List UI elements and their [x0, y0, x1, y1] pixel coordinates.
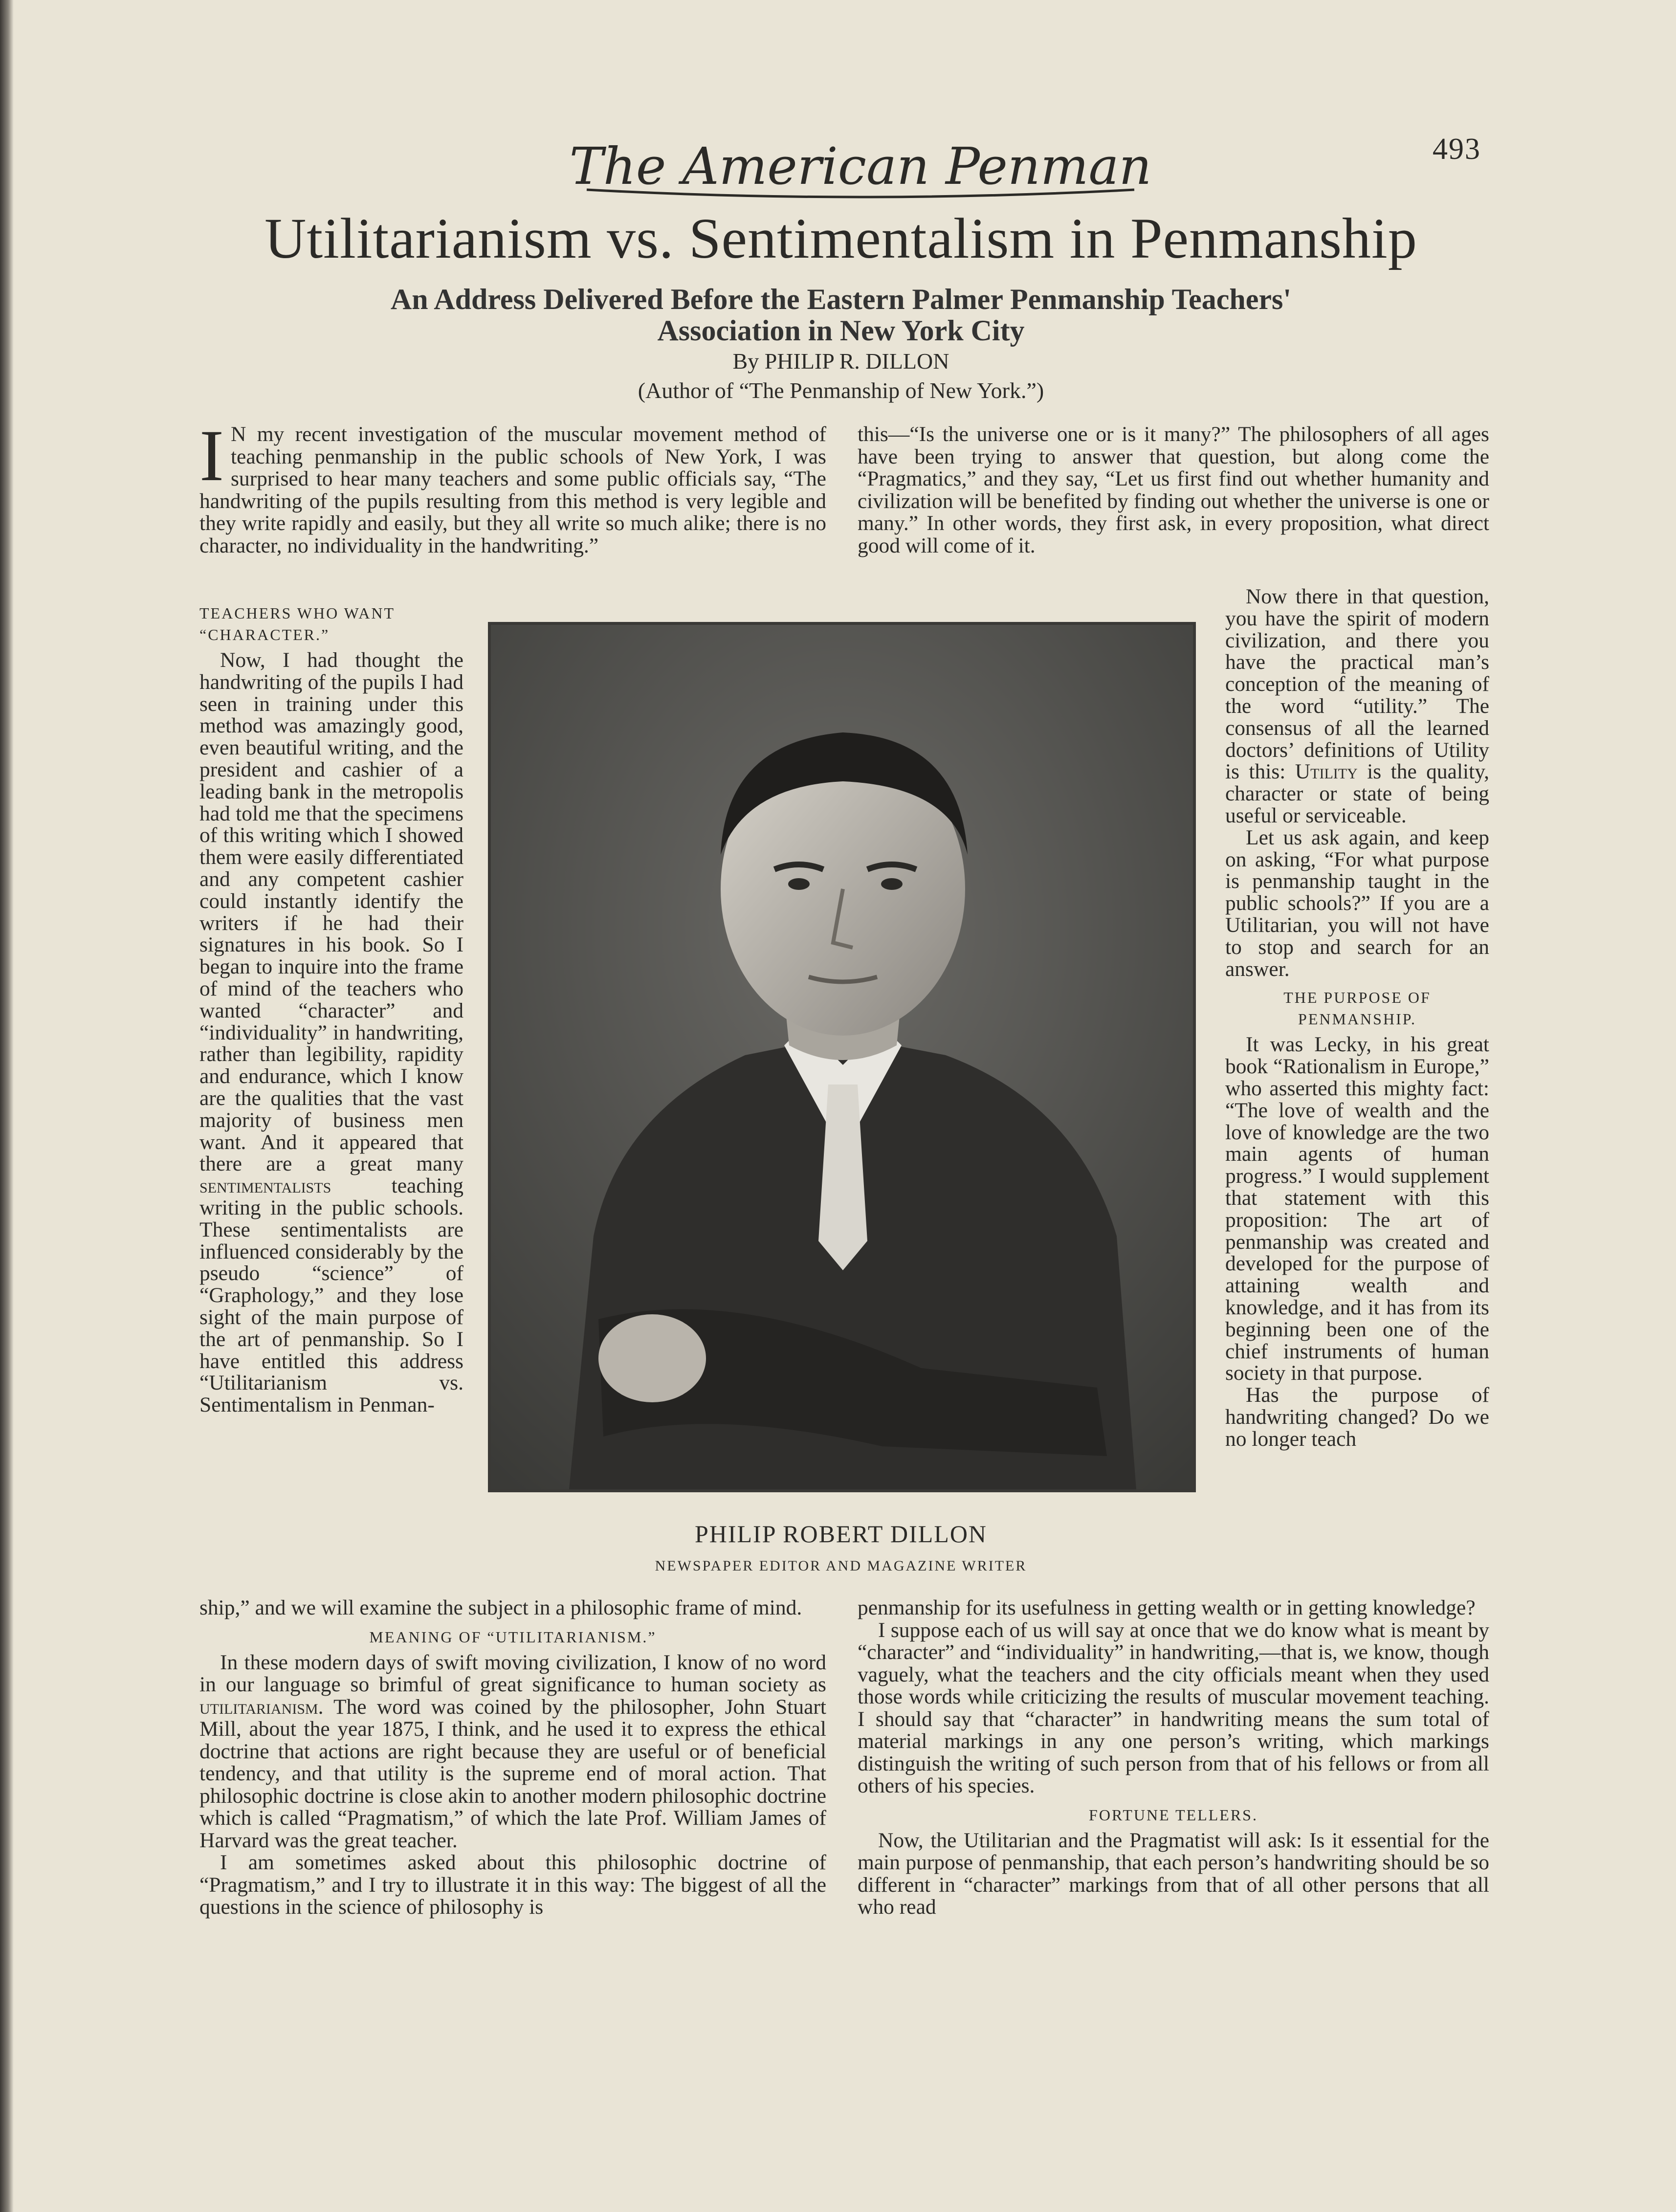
continued-paragraph: ship,” and we will examine the subject in a philosophic frame of mind. — [199, 1596, 802, 1619]
byline: By PHILIP R. DILLON — [732, 349, 949, 374]
text-run: In these modern days of swift moving civilization, I know of no word in our language so brimful of great significance to human society as — [199, 1650, 826, 1696]
right-column-bottom — [858, 1597, 1489, 1919]
portrait-photo — [488, 622, 1196, 1492]
page-binding-edge — [0, 0, 14, 2212]
left-column-bottom — [199, 1597, 826, 1919]
text-run: Now, I had thought the handwriting of the pupils I had seen in training under this method was amazingly good, even beautiful writing, and the president and cashier of a leading bank in the metropolis had told me that the specimens of this writing which I showed them were easily differentiated and any competent cashier could instantly identify the writers if he had their signatures in his book. So I began to inquire into the frame of mind of the teachers who wanted “character” and “individuality” in handwriting, rather than legibility, rapidity and endurance, which I know are the qualities that the vast majority of business men want. And it appeared that there are a great many — [199, 648, 463, 1176]
text-run: The word was coined by the philosopher, John Stuart Mill, about the year 1875, I think, and he used it to express the ethical doctrine that actions are right because they are useful or of beneficial tendency, and that utility is the supreme end of moral action. That philosophic doctrine is close akin to another modern philosophic doctrine which is called “Pragmatism,” of which the late Prof. William James of Harvard was the great teacher. — [199, 1695, 827, 1852]
continued-paragraph: this—“Is the universe one or is it many?” The philosophers of all ages have been trying to answer that question, but along come the “Pragmatics,” and they say, “Let us first find out whether humanity and civilization will be benefited by finding out whether the universe is one or many.” In other words, they first ask, in every proposition, what direct good will come of it. — [858, 422, 1489, 557]
paragraph — [1225, 586, 1489, 827]
left-narrow-column — [199, 596, 463, 1416]
article-title: Utilitarianism vs. Sentimentalism in Penmanship — [265, 206, 1417, 270]
paragraph: Now, the Utilitarian and the Pragmatist will ask: Is it essential for the main purpose of penmanship, that each person’s handwriting should be so different in “character” markings from that of all other persons that all who read — [858, 1828, 1489, 1919]
small-caps-term: Utility — [1295, 760, 1358, 784]
masthead-text: The American Penman — [569, 136, 1152, 196]
article-subtitle — [342, 284, 1340, 346]
text-run: teaching writing in the public schools. These sentimentalists are influenced considerably by the pseudo “science” of “Graphology,” and they lose sight of the main purpose of the art of penmanship. So I have entitled this address “Utilitarianism vs. Sentimentalism in Penman- — [199, 1174, 463, 1417]
paragraph — [199, 649, 463, 1416]
text-run: is the quality, character or state of being useful or serviceable. — [1225, 760, 1490, 827]
section-heading-fortune-tellers: FORTUNE TELLERS. — [1089, 1806, 1258, 1824]
section-heading-teachers: TEACHERS WHO WANT “CHARACTER.” — [199, 604, 395, 643]
small-caps-term: utilitarianism. — [199, 1695, 324, 1719]
left-column-intro — [199, 415, 826, 557]
small-caps-term: sentimentalists — [199, 1174, 331, 1198]
masthead-logo — [557, 131, 1164, 204]
drop-cap: I — [199, 415, 224, 496]
subtitle-line-2: Association in New York City — [657, 314, 1025, 347]
intro-paragraph: N my recent investigation of the muscular movement method of teaching penmanship in the public schools of New York, I was surprised to hear many teachers and some public officials say, “The handwriting of the pupils resulting from this method is very legible and they write rapidly and easily, but they all write so much alike; there is no character, no individuality in the handwriting.” — [199, 422, 826, 557]
photo-caption-name: PHILIP ROBERT DILLON — [694, 1520, 988, 1548]
paragraph: It was Lecky, in his great book “Rationalism in Europe,” who asserted this mighty fact: “The love of wealth and the love of knowledge are the two main agents of human progress.” I would supplement that statement with this proposition: The art of penmanship was created and developed for the purpose of attaining wealth and knowledge, and it has from its beginning been one of the chief instruments of human society in that purpose. — [1225, 1033, 1489, 1385]
paragraph: I am sometimes asked about this philosophic doctrine of “Pragmatism,” and I try to illustrate it in this way: The biggest of all the questions in the science of philosophy is — [199, 1851, 826, 1919]
section-heading-utilitarianism: MEANING OF “UTILITARIANISM.” — [369, 1628, 657, 1646]
masthead-script-icon — [557, 131, 1164, 204]
subtitle-line-1: An Address Delivered Before the Eastern Palmer Penmanship Teachers' — [390, 283, 1292, 315]
right-narrow-column — [1225, 586, 1489, 1450]
text-run: Now there in that question, you have the spirit of modern civilization, and there you have the practical man’s conception of the meaning of the word “utility.” The consensus of all the learned doctors’ definitions of Utility is this: — [1225, 585, 1489, 784]
portrait-figure-icon — [491, 625, 1193, 1489]
page-number: 493 — [1433, 133, 1481, 166]
paragraph: Has the purpose of handwriting changed? Do we no longer teach — [1225, 1383, 1489, 1451]
continued-paragraph: penmanship for its usefulness in getting wealth or in getting knowledge? — [858, 1596, 1476, 1619]
section-heading-purpose: THE PURPOSE OF PENMANSHIP. — [1283, 989, 1431, 1028]
author-note: (Author of “The Penmanship of New York.”) — [638, 378, 1044, 403]
paragraph — [199, 1652, 826, 1852]
paragraph: I suppose each of us will say at once that we do know what is meant by “character” and “individuality” in handwriting,—that is, we know, though vaguely, what the teachers and the city officials meant when they used those words while criticizing the results of muscular movement teaching. I should say that “character” in handwriting means the sum total of material markings in any one person’s writing, which markings distinguish the writing of such person from that of his fellows or from all others of his species. — [858, 1618, 1489, 1797]
photo-caption-role: NEWSPAPER EDITOR AND MAGAZINE WRITER — [655, 1558, 1027, 1574]
right-column-top — [858, 423, 1489, 557]
paragraph: Let us ask again, and keep on asking, “For what purpose is penmanship taught in the public schools?” If you are a Utilitarian, you will not have to stop and search for an answer. — [1225, 825, 1489, 981]
